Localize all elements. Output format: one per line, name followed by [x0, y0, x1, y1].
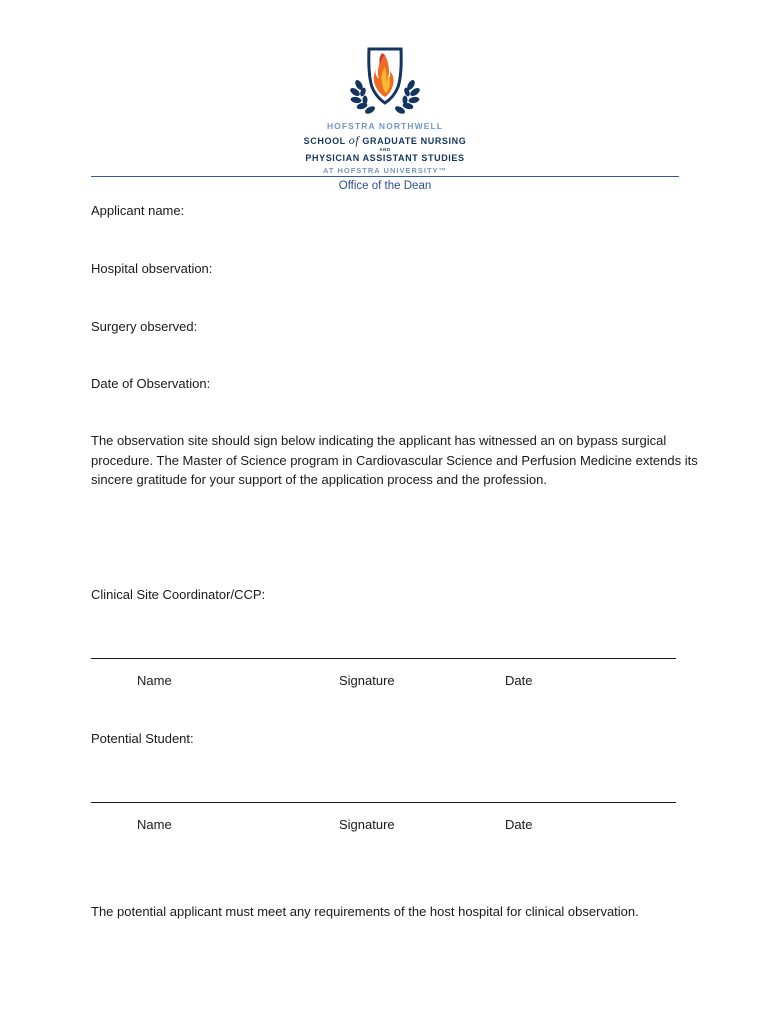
instructions-paragraph	[91, 431, 698, 490]
surgery-observed-label: Surgery observed:	[91, 319, 198, 334]
paragraph-line: sincere gratitude for your support of the application process and the profession.	[91, 472, 547, 487]
school-logo	[300, 45, 470, 175]
crest-icon	[345, 45, 425, 117]
date-of-observation-label: Date of Observation:	[91, 376, 211, 391]
logo-line-university: AT HOFSTRA UNIVERSITY™	[322, 165, 448, 175]
logo-line-hofstra-northwell: HOFSTRA NORTHWELL	[326, 121, 444, 131]
office-of-dean: Office of the Dean	[338, 180, 432, 192]
coordinator-date-caption: Date	[505, 673, 533, 688]
paragraph-line: procedure. The Master of Science program in Cardiovascular Science and Perfusion Medicine extends its	[91, 452, 698, 468]
student-signature-caption: Signature	[339, 817, 395, 832]
student-label: Potential Student:	[91, 731, 194, 746]
student-date-caption: Date	[505, 817, 533, 832]
logo-line-school: SCHOOL of GRADUATE NURSING	[303, 132, 467, 147]
coordinator-name-caption: Name	[137, 673, 172, 688]
logo-line-pa-studies: PHYSICIAN ASSISTANT STUDIES	[305, 153, 465, 164]
coordinator-signature-caption: Signature	[339, 673, 395, 688]
hospital-observation-label: Hospital observation:	[91, 261, 213, 276]
student-name-caption: Name	[137, 817, 172, 832]
coordinator-signature-line	[91, 658, 676, 659]
logo-line-and: AND	[379, 146, 391, 152]
student-signature-line	[91, 802, 676, 803]
coordinator-label: Clinical Site Coordinator/CCP:	[91, 587, 266, 602]
applicant-name-label: Applicant name:	[91, 203, 185, 218]
footer-note: The potential applicant must meet any requirements of the host hospital for clinical observation.	[91, 904, 639, 919]
paragraph-line: The observation site should sign below indicating the applicant has witnessed an on bypass surgical	[91, 433, 667, 448]
header-divider	[91, 176, 679, 177]
